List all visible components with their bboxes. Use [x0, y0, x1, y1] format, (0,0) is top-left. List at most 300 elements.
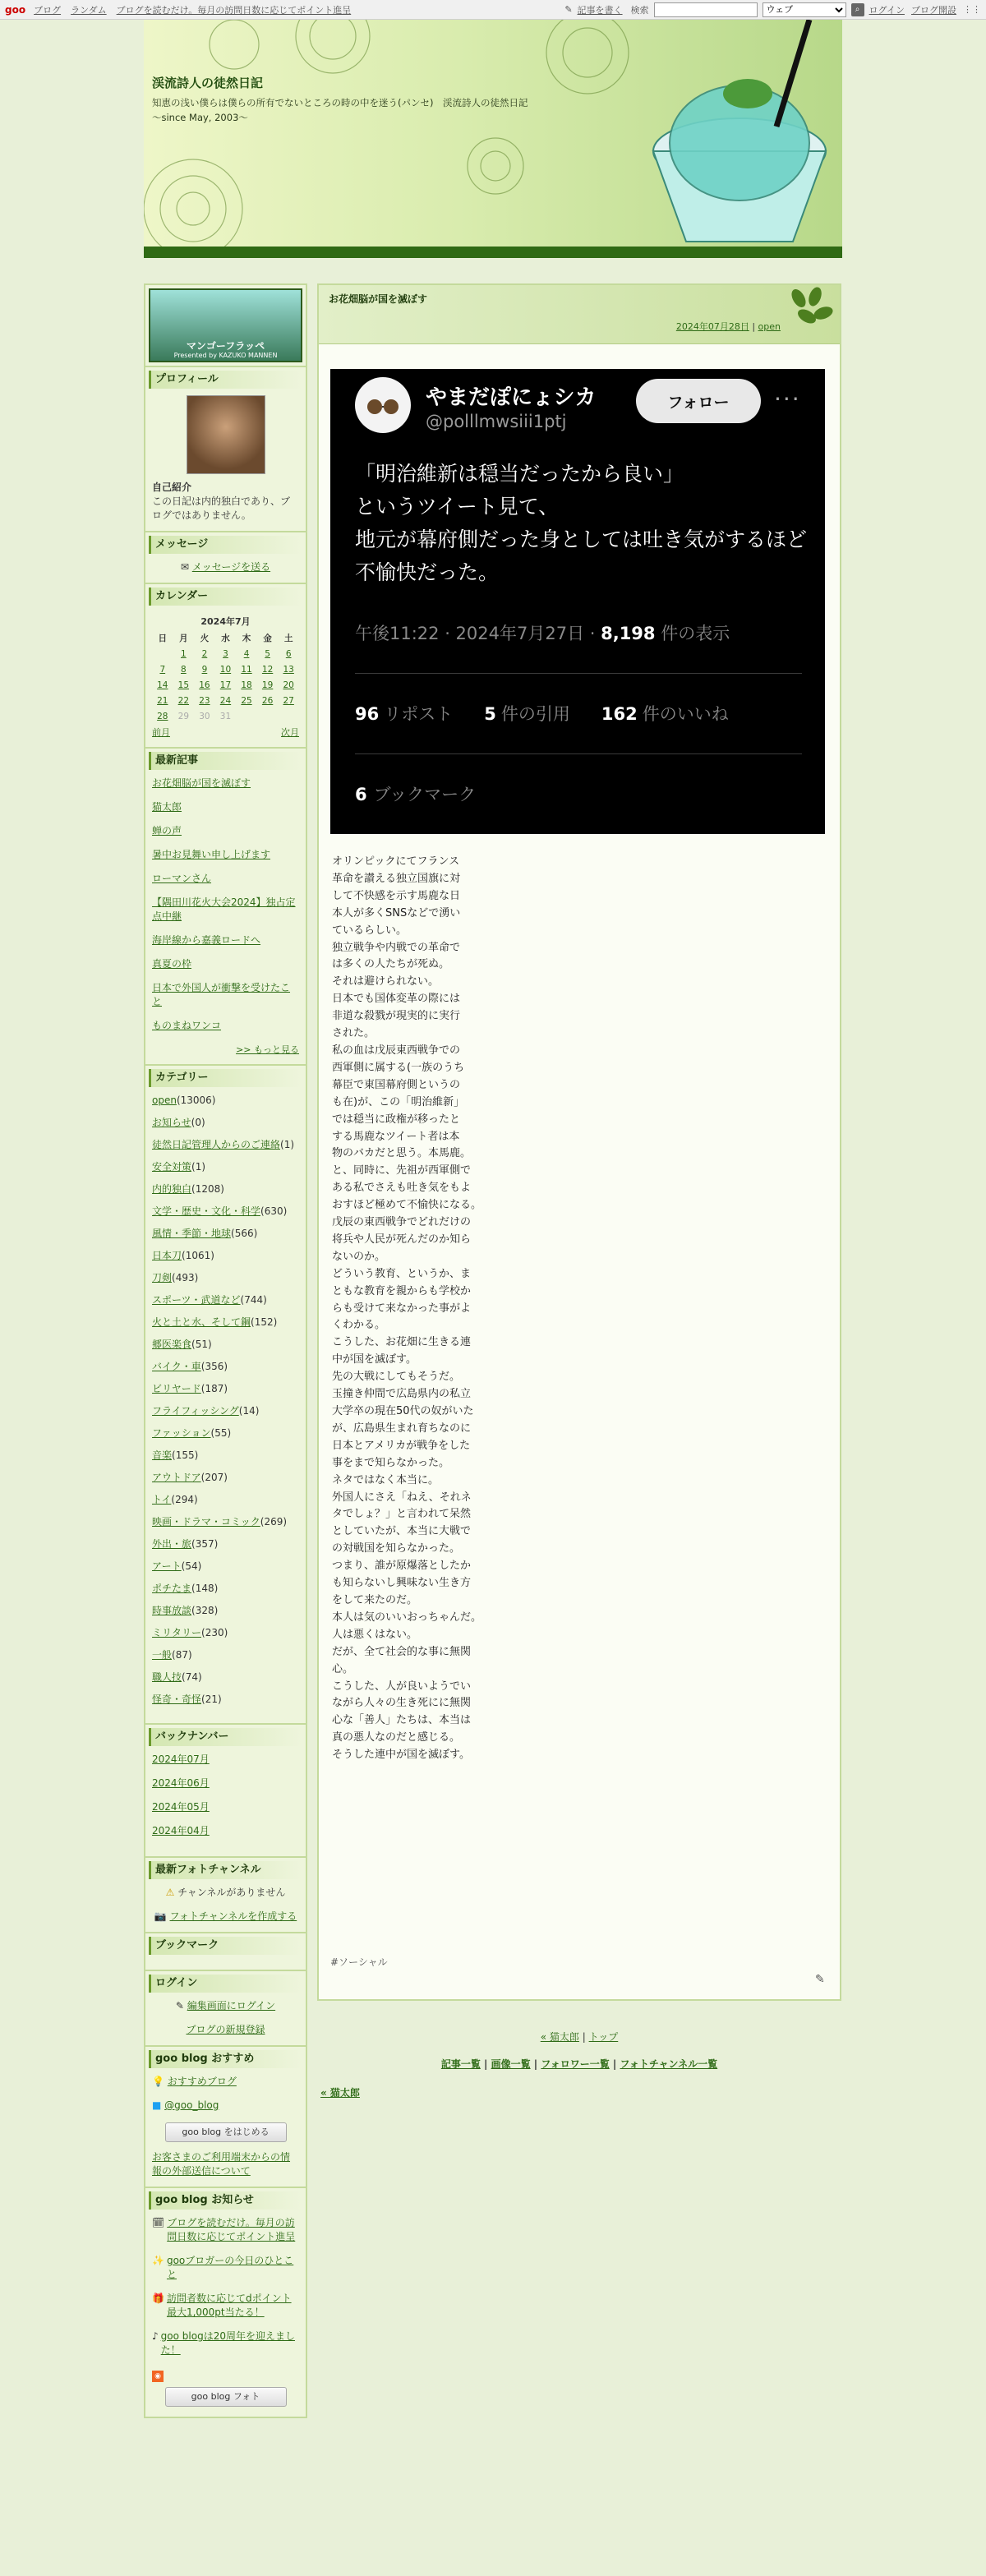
category-link[interactable]: アート — [152, 1560, 182, 1572]
category-link[interactable]: 職人技 — [152, 1671, 182, 1683]
post-header — [319, 285, 840, 344]
category-count: (630) — [260, 1205, 288, 1217]
category-item — [152, 1493, 299, 1507]
article-list-link[interactable]: 記事一覧 — [440, 2058, 481, 2070]
calendar-week — [152, 693, 299, 708]
recent-post-item — [152, 896, 299, 924]
calendar-day[interactable]: 24 — [219, 695, 232, 706]
category-item — [152, 1182, 299, 1196]
edit-pencil-icon[interactable]: ✎ — [815, 1973, 825, 1986]
category-count: (328) — [191, 1605, 219, 1616]
post-body: オリンピックにてフランス 革命を讃える独立国旗に対 して不快感を示す馬鹿な日 本人が多くSNSなどで湧い ているらしい。 独立戦争や内戦での革命で は多くの人たちが死ぬ。 それは避けられない。 日本でも国体変革の際には 非道な殺戮が現実的に実行 された。 私の血は戊辰東西戦争での 西軍側に属する(一族のうち 幕臣で東国幕府側というの も在)が、この「明治維新」 では穏当に政権が移ったと する馬鹿なツイート者は本 物のバカだと思う。本馬鹿。 と、同時に、先祖が西軍側で ある私でさえも吐き気をもよ おすほど極めて不愉快になる。 戊辰の東西戦争でどれだけの 将兵や人民が死んだのか知ら ないのか。 どういう教育、というか、ま ともな教育を親からも学校か らも受けて来なかった事がよ くわかる。 こうした、お花畑に生きる連 中が国を滅ぼす。 先の大戦にしてもそうだ。 玉撞き仲間で広島県内の私立 大学卒の現在50代の奴がいた が、広島県生まれ育ちなのに 日本とアメリカが戦争をした 事をまで知らなかった。 ネタではなく本当に。 外国人にさえ「ねえ、それネ タでしょ？」と言われて呆然 としていたが、本当に大戦で の対戦国を知らなかった。 つまり、誰が原爆落としたか も知らないし興味ない生き方 をして来たのだ。 本人は気のいいおっちゃんだ。 人は悪くはない。 だが、全て社会的な事に無関 心。 こうした、人が良いようでい ながら人々の生き死にに無関 心な「善人」たちは、本当は 真の悪人なのだと感じる。 そうした連中が国を滅ぼす。 — [332, 855, 482, 1762]
calendar-day[interactable]: 3 — [223, 648, 228, 659]
calendar-day[interactable]: 17 — [219, 680, 232, 690]
calendar-day[interactable]: 4 — [243, 648, 250, 659]
category-item — [152, 1537, 299, 1551]
recent-post-item — [152, 800, 299, 814]
search-label: 検索 — [630, 4, 649, 16]
category-item — [152, 1604, 299, 1618]
calendar-day-cell — [236, 677, 257, 693]
category-count: (357) — [191, 1538, 219, 1550]
calendar-day: 31 — [219, 711, 232, 721]
category-item — [152, 1471, 299, 1485]
calendar-day-cell — [257, 708, 279, 724]
post-date-link[interactable]: 2024年07月28日 — [675, 321, 749, 332]
recent-post-link[interactable]: ローマンさん — [152, 873, 212, 884]
twitter-icon: ■ — [152, 2099, 165, 2111]
category-link[interactable]: 時事放談 — [152, 1605, 192, 1616]
goo-news-link[interactable]: gooブロガーの今日のひとこと — [166, 2255, 294, 2280]
category-item — [152, 1249, 299, 1263]
calendar-day-cell — [152, 661, 173, 677]
calendar-day-cell — [257, 693, 279, 708]
goo-news-item — [152, 2292, 299, 2320]
category-count: (187) — [200, 1383, 228, 1394]
category-heading: カテゴリー — [149, 1069, 302, 1087]
tweet-divider — [355, 673, 802, 674]
goo-news-heading: goo blog お知らせ — [149, 2191, 302, 2210]
calendar-day-cell — [257, 646, 279, 661]
category-item — [152, 1560, 299, 1574]
calendar-day-cell — [194, 661, 215, 677]
topbar-link-points[interactable]: ブログを読むだけ。毎月の訪問日数に応じてポイント進呈 — [116, 4, 352, 16]
tweet-user-handle[interactable]: @polllmwsiii1ptj — [426, 412, 567, 431]
category-count: (74) — [182, 1671, 202, 1683]
recent-post-link[interactable]: ものまねワンコ — [152, 1020, 222, 1031]
category-count: (744) — [240, 1294, 267, 1306]
calendar-day[interactable]: 6 — [285, 648, 292, 659]
backnumber-item — [152, 1800, 299, 1814]
tweet-user-name[interactable]: やまだぽにょシカ — [426, 385, 597, 410]
calendar-day[interactable]: 16 — [199, 680, 210, 690]
recent-post-item — [152, 957, 299, 971]
category-link[interactable]: バイク・車 — [152, 1361, 201, 1372]
goo-recommend-section — [145, 2045, 306, 2183]
profile-avatar[interactable] — [187, 395, 265, 474]
calendar-day-cell — [194, 677, 215, 693]
photo-channel-heading: 最新フォトチャンネル — [149, 1861, 302, 1879]
category-link[interactable]: 一般 — [152, 1649, 173, 1661]
recent-post-link[interactable]: お花畑脳が国を滅ぼす — [152, 777, 251, 789]
calendar-day[interactable]: 26 — [261, 695, 274, 706]
external-transmission-notice-link[interactable]: お客さまのご利用端末からの情報の外部送信について — [152, 2151, 291, 2177]
calendar-day[interactable]: 21 — [157, 695, 168, 706]
category-link[interactable]: 音楽 — [152, 1449, 173, 1461]
goo-news-item — [152, 2254, 299, 2282]
category-count: (55) — [210, 1427, 232, 1439]
pencil-icon: ✎ — [564, 4, 573, 15]
category-item — [152, 1648, 299, 1662]
bookmark-section — [145, 1932, 306, 1966]
category-link[interactable]: 外出・旅 — [152, 1538, 192, 1550]
more-options-icon[interactable]: ··· — [774, 385, 801, 412]
search-scope-select[interactable] — [763, 2, 846, 17]
calendar-day-cell — [173, 708, 195, 724]
calendar-day: 30 — [199, 711, 210, 721]
calendar-day[interactable]: 25 — [241, 695, 252, 706]
open-blog-link[interactable]: ブログ開設 — [911, 4, 956, 16]
calendar-day-cell — [257, 661, 279, 677]
backnumber-link[interactable]: 2024年07月 — [152, 1753, 210, 1765]
category-item — [152, 1205, 299, 1219]
category-item — [152, 1293, 299, 1307]
login-section — [145, 1970, 306, 2042]
category-count: (230) — [201, 1627, 228, 1638]
follower-list-link[interactable]: フォロワー一覧 — [541, 2058, 610, 2070]
tweet-avatar[interactable] — [355, 377, 411, 433]
profile-intro-text: この日記は内的独白であり、ブログではありません。 — [152, 495, 291, 521]
category-count: (54) — [181, 1560, 202, 1572]
send-message-link[interactable]: メッセージを送る — [191, 561, 271, 573]
embedded-tweet[interactable] — [330, 369, 825, 834]
category-count: (356) — [200, 1361, 228, 1372]
category-count: (207) — [200, 1472, 228, 1483]
category-count: (1208) — [191, 1183, 224, 1195]
goo-logo[interactable]: goo — [5, 3, 26, 16]
category-link[interactable]: アウトドア — [152, 1472, 201, 1483]
login-link[interactable]: ログイン — [869, 4, 905, 16]
tweet-view-count: 8,198 — [601, 624, 656, 643]
tweet-likes[interactable]: 162 件のいいね — [601, 704, 729, 724]
tweet-divider-2 — [355, 753, 802, 754]
category-item — [152, 1094, 299, 1108]
calendar-day-cell — [152, 708, 173, 724]
calendar-day-cell — [278, 646, 299, 661]
backnumber-item — [152, 1824, 299, 1838]
category-link[interactable]: 文学・歴史・文化・科学 — [152, 1205, 261, 1217]
more-posts-link[interactable]: >> もっと見る — [236, 1044, 299, 1055]
category-item — [152, 1382, 299, 1396]
category-item — [152, 1271, 299, 1285]
goo-news-item — [152, 2329, 299, 2357]
calendar-day[interactable]: 22 — [177, 695, 190, 706]
calendar-day[interactable]: 23 — [199, 695, 210, 706]
calendar-day[interactable]: 27 — [283, 695, 294, 706]
calendar-weekday: 月 — [179, 634, 188, 643]
recent-post-item — [152, 776, 299, 790]
calendar-prev-month[interactable]: 前月 — [152, 727, 170, 738]
recent-post-item — [152, 933, 299, 947]
calendar-day[interactable]: 19 — [261, 680, 274, 690]
category-count: (14) — [238, 1405, 260, 1417]
register-blog-link[interactable]: ブログの新規登録 — [186, 2024, 265, 2035]
calendar-weekday: 木 — [242, 634, 251, 643]
recent-post-item — [152, 981, 299, 1009]
backnumber-item — [152, 1753, 299, 1767]
pencil-icon: ✎ — [175, 2000, 187, 2011]
category-item — [152, 1160, 299, 1174]
calendar-week — [152, 677, 299, 693]
category-count: (0) — [191, 1117, 205, 1128]
sidebar-banner-image[interactable] — [149, 288, 302, 362]
goo-news-link[interactable]: goo blogは20周年を迎えました！ — [160, 2330, 295, 2356]
floral-pattern-decoration — [144, 20, 842, 258]
post-category-link[interactable]: open — [758, 321, 781, 332]
calendar-weekday: 土 — [283, 634, 293, 643]
calendar-day[interactable]: 7 — [159, 664, 166, 675]
create-photo-channel-link[interactable]: フォトチャンネルを作成する — [169, 1910, 297, 1922]
photo-channel-list-link[interactable]: フォトチャンネル一覧 — [620, 2058, 718, 2070]
tweet-quotes[interactable]: 5 件の引用 — [484, 704, 570, 724]
category-link[interactable]: ファッション — [152, 1427, 211, 1439]
post-title: お花畑脳が国を滅ぼす — [329, 293, 428, 305]
category-link[interactable]: トイ — [152, 1494, 172, 1505]
bottom-prev-post-link[interactable]: « 猫太郎 — [320, 2087, 360, 2099]
write-article-link[interactable]: 記事を書く — [577, 4, 623, 16]
calendar-day-cell — [257, 677, 279, 693]
photo-channel-section — [145, 1856, 306, 1929]
category-item — [152, 1316, 299, 1329]
goo-news-item — [152, 2216, 299, 2244]
category-count: (13006) — [176, 1094, 216, 1106]
category-item — [152, 1360, 299, 1374]
recent-post-link[interactable]: 海岸線から嘉義ロードへ — [152, 934, 261, 946]
post-meta: 2024年07月28日 | open — [675, 321, 781, 332]
top-link[interactable]: トップ — [588, 2031, 619, 2043]
news-icon: 🗓 — [152, 2217, 165, 2228]
backnumber-link[interactable]: 2024年04月 — [152, 1825, 210, 1836]
recent-posts-heading: 最新記事 — [149, 752, 302, 770]
blog-description: 知恵の浅い僕らは僕らの所有でないところの時の中を迷う(パンセ) 渓流詩人の徒然日記 ～since May, 2003～ — [152, 97, 537, 123]
goo-recommend-heading: goo blog おすすめ — [149, 2050, 302, 2068]
backnumber-heading: バックナンバー — [149, 1728, 302, 1746]
category-link[interactable]: 郷医楽食 — [152, 1339, 192, 1350]
topbar-link-blog[interactable]: ブログ — [34, 4, 62, 16]
calendar-day-cell — [173, 677, 195, 693]
category-count: (269) — [260, 1516, 288, 1528]
tweet-reposts[interactable]: 96 リポスト — [355, 704, 454, 724]
category-item — [152, 1426, 299, 1440]
category-item — [152, 1693, 299, 1707]
tweet-text: 「明治維新は穏当だったから良い」 というツイート見て、 地元が幕府側だった身としては吐き気がするほど不愉快だった。 — [355, 462, 808, 584]
calendar-day-cell — [173, 646, 195, 661]
calendar-day-cell — [215, 646, 237, 661]
no-channel-text: チャンネルがありません — [177, 1887, 286, 1898]
category-item — [152, 1338, 299, 1352]
calendar-weekday: 日 — [158, 634, 168, 643]
footer-links: 記事一覧 | 画像一覧 | フォロワー一覧 | フォトチャンネル一覧 — [440, 2058, 718, 2070]
search-icon[interactable]: ⌕ — [851, 3, 864, 16]
category-link[interactable]: 映画・ドラマ・コミック — [152, 1516, 260, 1528]
recent-post-link[interactable]: 猫太郎 — [152, 801, 182, 813]
calendar-day-cell — [215, 693, 237, 708]
image-list-link[interactable]: 画像一覧 — [491, 2058, 531, 2070]
category-link[interactable]: 内的独白 — [152, 1183, 192, 1195]
recommended-blogs-link[interactable]: おすすめブログ — [167, 2076, 237, 2087]
recent-post-link[interactable]: 日本で外国人が衝撃を受けたこと — [152, 982, 291, 1007]
category-item — [152, 1670, 299, 1684]
profile-section — [145, 366, 306, 528]
main-content — [317, 283, 841, 2001]
calendar-day[interactable]: 14 — [157, 680, 168, 690]
calendar-day[interactable]: 11 — [241, 664, 252, 675]
category-link[interactable]: 安全対策 — [152, 1161, 192, 1173]
calendar-day-cell — [215, 677, 237, 693]
calendar-day-cell — [278, 661, 299, 677]
calendar-day-cell — [173, 693, 195, 708]
category-link[interactable]: 日本刀 — [152, 1250, 182, 1261]
message-heading: メッセージ — [149, 536, 302, 554]
category-count: (155) — [172, 1449, 199, 1461]
category-item — [152, 1404, 299, 1418]
tweet-follow-button[interactable]: フォロー — [636, 379, 761, 423]
backnumber-link[interactable]: 2024年06月 — [152, 1777, 210, 1789]
grid-menu-icon[interactable]: ⋮⋮ — [963, 4, 981, 15]
backnumber-item — [152, 1776, 299, 1790]
goo-news-link[interactable]: ブログを読むだけ。毎月の訪問日数に応じてポイント進呈 — [167, 2217, 296, 2242]
calendar-day[interactable]: 9 — [201, 664, 208, 675]
blog-header — [144, 20, 842, 258]
tweet-stats — [355, 701, 729, 726]
calendar-day-cell — [236, 661, 257, 677]
calendar-day-cell — [194, 646, 215, 661]
leaf-icon — [782, 285, 836, 339]
goo-news-link[interactable]: 訪問者数に応じてdポイント最大1,000pt当たる！ — [166, 2293, 292, 2318]
category-count: (51) — [191, 1339, 212, 1350]
recent-post-link[interactable]: 蝉の声 — [152, 825, 182, 836]
category-link[interactable]: open — [152, 1094, 177, 1106]
calendar-day[interactable]: 20 — [283, 680, 294, 690]
category-count: (1) — [191, 1161, 206, 1173]
login-heading: ログイン — [149, 1975, 302, 1993]
category-link[interactable]: 火と土と水、そして鋼 — [152, 1316, 251, 1328]
calendar-day[interactable]: 8 — [181, 664, 187, 675]
topbar-link-random[interactable]: ランダム — [71, 4, 107, 16]
calendar-heading: カレンダー — [149, 588, 302, 606]
calendar-weekday: 水 — [221, 634, 230, 643]
calendar-day[interactable]: 1 — [181, 648, 187, 659]
category-count: (21) — [201, 1694, 222, 1705]
category-item — [152, 1138, 299, 1152]
bottom-prev-link-wrap — [320, 2085, 360, 2099]
envelope-icon: ✉ — [180, 561, 192, 573]
calendar-day[interactable]: 15 — [177, 680, 190, 690]
category-link[interactable]: ポチたま — [152, 1583, 192, 1594]
goo-blog-twitter-link[interactable]: @goo_blog — [164, 2099, 219, 2111]
calendar-weekday: 金 — [263, 634, 272, 643]
calendar-day-cell — [236, 708, 257, 724]
category-count: (294) — [171, 1494, 198, 1505]
news-icon: ✨ — [152, 2255, 164, 2266]
recent-post-link[interactable]: 暑中お見舞い申し上げます — [152, 849, 271, 860]
category-item — [152, 1449, 299, 1463]
prev-post-link[interactable]: « 猫太郎 — [540, 2031, 579, 2043]
category-count: (152) — [251, 1316, 278, 1328]
category-section — [145, 1064, 306, 1720]
calendar-day-cell — [152, 677, 173, 693]
calendar-day: 29 — [177, 711, 190, 721]
calendar-weekday: 火 — [200, 634, 210, 643]
calendar-day-cell — [194, 693, 215, 708]
rss-icon[interactable]: ◉ — [152, 2371, 164, 2382]
calendar-day-cell — [236, 646, 257, 661]
category-link[interactable]: スポーツ・武道など — [152, 1294, 241, 1306]
calendar-day[interactable]: 28 — [157, 711, 168, 721]
calendar-week — [152, 708, 299, 724]
calendar-day[interactable]: 2 — [201, 648, 208, 659]
calendar-table — [152, 612, 299, 724]
calendar-day-cell — [152, 693, 173, 708]
recent-posts-section — [145, 747, 306, 1061]
camera-icon: 📷 — [154, 1910, 170, 1922]
category-item — [152, 1227, 299, 1241]
banner-title: マンゴーフラッペ — [186, 340, 265, 352]
category-link[interactable]: 刀剣 — [152, 1272, 173, 1283]
category-link[interactable]: 徒然日記管理人からのご連絡 — [152, 1139, 281, 1150]
recent-post-item — [152, 1019, 299, 1033]
bookmark-heading: ブックマーク — [149, 1937, 302, 1955]
calendar-next-month[interactable]: 次月 — [281, 727, 299, 738]
goo-blog-photo-button[interactable]: goo blog フォト — [165, 2387, 287, 2407]
calendar-day-cell — [173, 661, 195, 677]
calendar-day[interactable]: 5 — [265, 648, 270, 659]
calendar-day-cell — [278, 677, 299, 693]
category-item — [152, 1515, 299, 1529]
calendar-day[interactable]: 12 — [261, 664, 274, 675]
calendar-day[interactable]: 10 — [219, 664, 232, 675]
category-link[interactable]: 風情・季節・地球 — [152, 1228, 232, 1239]
calendar-section — [145, 583, 306, 744]
category-link[interactable]: フライフィッシング — [152, 1405, 239, 1417]
tweet-timestamp: 午後11:22 · 2024年7月27日 · 8,198 件の表示 — [355, 624, 730, 643]
category-link[interactable]: ミリタリー — [152, 1627, 202, 1638]
goo-news-section — [145, 2187, 306, 2417]
calendar-day-cell — [278, 693, 299, 708]
post-tag[interactable]: #ソーシャル — [330, 1956, 388, 1968]
category-count: (87) — [172, 1649, 192, 1661]
news-icon: ♪ — [152, 2330, 159, 2342]
category-link[interactable]: ビリヤード — [152, 1383, 201, 1394]
sidebar — [144, 283, 307, 2418]
backnumber-section — [145, 1723, 306, 1853]
blog-title[interactable]: 渓流詩人の徒然日記 — [152, 76, 264, 90]
recent-post-item — [152, 872, 299, 886]
start-goo-blog-button[interactable]: goo blog をはじめる — [165, 2122, 287, 2142]
edit-login-link[interactable]: 編集画面にログイン — [187, 2000, 276, 2011]
recent-post-link[interactable]: 真夏の枠 — [152, 958, 192, 970]
backnumber-link[interactable]: 2024年05月 — [152, 1801, 210, 1813]
search-input[interactable] — [654, 2, 758, 17]
category-link[interactable]: お知らせ — [152, 1117, 191, 1128]
news-icon: 🎁 — [152, 2293, 164, 2304]
message-section — [145, 531, 306, 579]
calendar-caption: 2024年7月 — [200, 616, 251, 627]
calendar-day[interactable]: 13 — [283, 664, 294, 675]
recent-post-item — [152, 824, 299, 838]
goo-top-toolbar — [0, 0, 986, 20]
category-count: (493) — [172, 1272, 199, 1283]
category-item — [152, 1582, 299, 1596]
calendar-day-cell — [215, 661, 237, 677]
calendar-week — [152, 661, 299, 677]
header-bottom-bar — [144, 247, 842, 258]
banner-credit: Presented by KAZUKO MANNEN — [173, 352, 278, 359]
recent-post-item — [152, 848, 299, 862]
category-link[interactable]: 怪奇・奇怪 — [152, 1694, 202, 1705]
topbar-right — [564, 2, 981, 17]
calendar-day-cell — [152, 646, 173, 661]
calendar-day-cell — [215, 708, 237, 724]
recent-post-link[interactable]: 【隅田川花火大会2024】独占定点中継 — [152, 896, 296, 922]
category-item — [152, 1116, 299, 1130]
calendar-day[interactable]: 18 — [241, 680, 252, 690]
category-count: (1061) — [182, 1250, 214, 1261]
category-item — [152, 1626, 299, 1640]
calendar-day-cell — [236, 693, 257, 708]
profile-intro-label: 自己紹介 — [152, 482, 192, 493]
calendar-day-cell — [278, 708, 299, 724]
tweet-bookmarks[interactable]: 6 ブックマーク — [355, 785, 477, 804]
